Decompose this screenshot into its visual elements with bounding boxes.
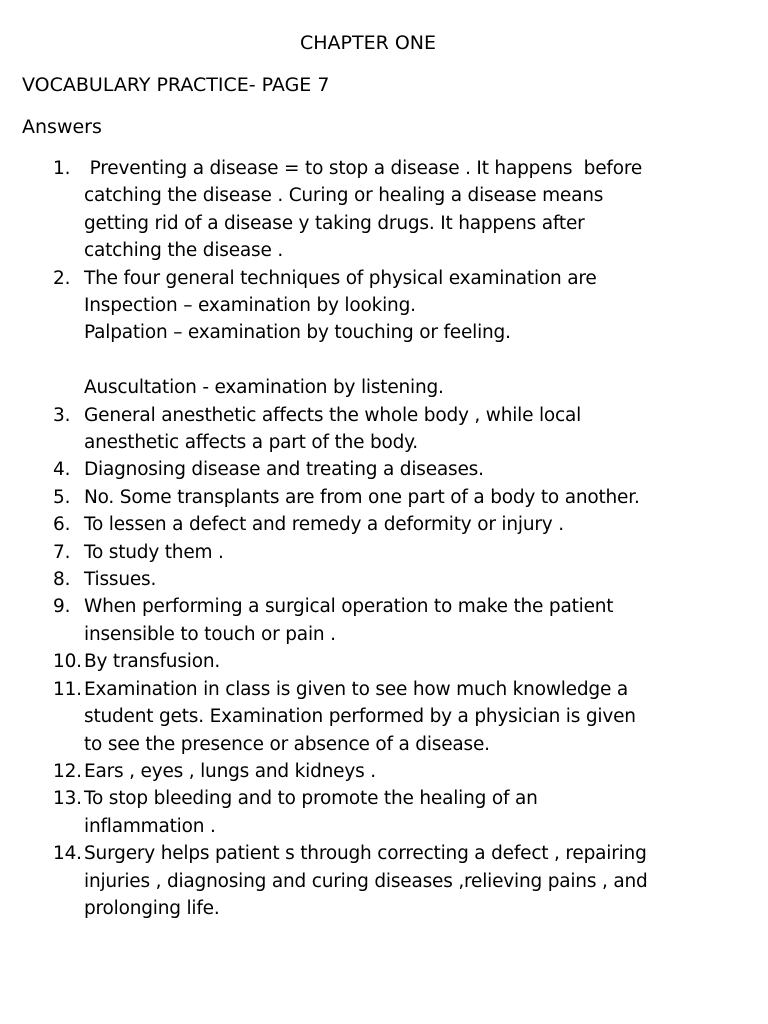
answer-number: 3.	[53, 404, 71, 426]
answer-number: 6.	[53, 514, 71, 536]
answer-number: 13.	[53, 788, 82, 810]
answer-item-1	[0, 155, 768, 265]
answer-line: No. Some transplants are from one part of a body to another.	[84, 486, 640, 508]
answer-number: 1.	[53, 158, 71, 179]
answer-line: student gets. Examination performed by a physician is given	[84, 706, 636, 728]
answer-item-12	[0, 758, 768, 785]
answer-item-7	[0, 539, 768, 566]
answer-line: Tissues.	[84, 569, 157, 591]
answers-heading: Answers	[22, 116, 102, 138]
answer-item-14	[0, 840, 768, 922]
answer-number: 2.	[53, 267, 71, 289]
answer-line: Diagnosing disease and treating a diseases.	[84, 459, 484, 481]
answer-line: Examination in class is given to see how much knowledge a	[84, 678, 628, 700]
answer-item-5	[0, 484, 768, 511]
answer-item-10	[0, 648, 768, 675]
answer-line: General anesthetic affects the whole body , while local	[84, 404, 582, 426]
answer-line: To stop bleeding and to promote the healing of an	[84, 788, 538, 810]
answer-item-4	[0, 456, 768, 483]
answer-line: anesthetic affects a part of the body.	[84, 432, 418, 454]
chapter-title: CHAPTER ONE	[299, 32, 437, 54]
answer-number: 5.	[53, 486, 71, 508]
answer-line: Preventing a disease = to stop a disease . It happens before	[84, 158, 643, 179]
answer-line: Auscultation - examination by listening.	[84, 377, 444, 399]
answer-line: By transfusion.	[84, 651, 221, 673]
answer-item-13	[0, 785, 768, 840]
answer-item-8	[0, 566, 768, 593]
answer-line: To lessen a defect and remedy a deformity or injury .	[84, 514, 564, 536]
answer-line: catching the disease . Curing or healing a disease means	[84, 185, 604, 207]
answer-number: 10.	[53, 651, 82, 673]
answer-number: 7.	[53, 541, 71, 563]
answer-number: 11.	[53, 678, 82, 700]
answer-line: insensible to touch or pain .	[84, 623, 336, 645]
answer-number: 12.	[53, 760, 82, 782]
answer-item-2	[0, 265, 768, 402]
answer-number: 14.	[53, 843, 82, 865]
answer-line: Surgery helps patient s through correcting a defect , repairing	[84, 843, 647, 865]
answer-line: Ears , eyes , lungs and kidneys .	[84, 760, 376, 782]
answer-line: prolonging life.	[84, 897, 220, 919]
answer-line: injuries , diagnosing and curing diseases ,relieving pains , and	[84, 870, 648, 892]
answer-line: inflammation .	[84, 815, 216, 837]
answer-line: Inspection – examination by looking.	[84, 295, 416, 317]
answer-number: 9.	[53, 596, 71, 618]
answer-line: catching the disease .	[84, 240, 284, 262]
answer-item-9	[0, 593, 768, 648]
answer-item-11	[0, 676, 768, 758]
answer-number: 4.	[53, 459, 71, 481]
answer-line: To study them .	[84, 541, 224, 563]
answer-item-3	[0, 402, 768, 457]
answer-line: Palpation – examination by touching or feeling.	[84, 322, 511, 344]
answer-number: 8.	[53, 569, 71, 591]
answer-line: getting rid of a disease y taking drugs. It happens after	[84, 212, 585, 234]
answer-item-6	[0, 511, 768, 538]
section-title: VOCABULARY PRACTICE- PAGE 7	[22, 74, 330, 96]
answers-list	[0, 155, 768, 922]
answer-line: The four general techniques of physical examination are	[84, 267, 597, 289]
answer-line: When performing a surgical operation to make the patient	[84, 596, 614, 618]
answer-line: to see the presence or absence of a disease.	[84, 733, 490, 755]
